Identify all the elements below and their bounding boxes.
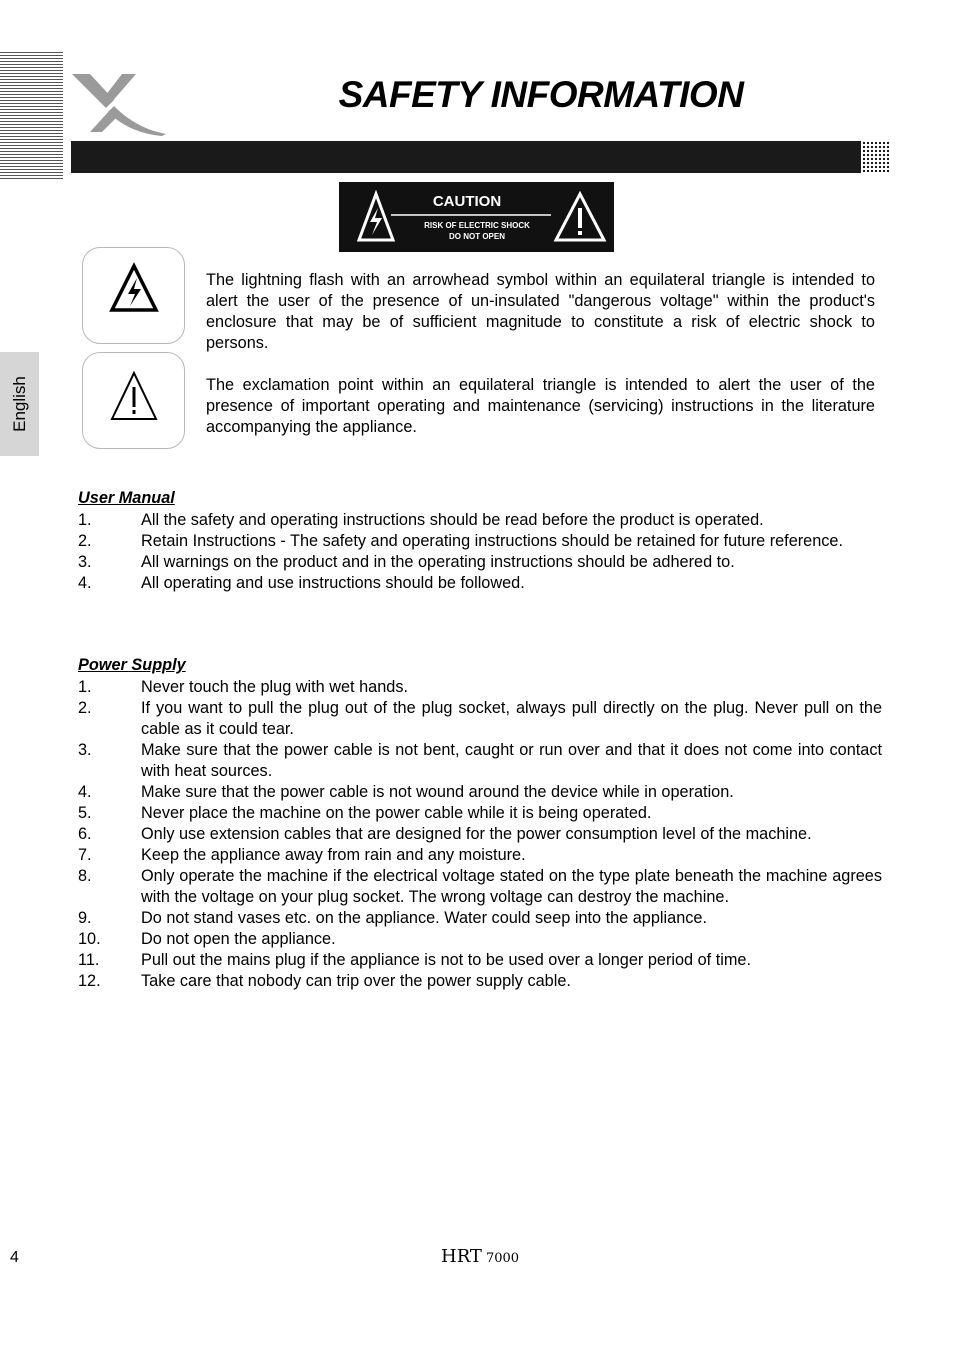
list-item: 7. Keep the appliance away from rain and any moisture. — [78, 846, 526, 864]
caution-title: CAUTION — [432, 193, 502, 210]
user-manual-list — [78, 510, 882, 594]
list-item: 1. Never touch the plug with wet hands. — [78, 678, 408, 696]
lightning-triangle-icon — [359, 194, 393, 240]
list-item: 5. Never place the machine on the power cable while it is being operated. — [78, 804, 652, 822]
list-item: 2. Retain Instructions - The safety and operating instructions should be retained for future reference. — [78, 532, 844, 550]
caution-line1: RISK OF ELECTRIC SHOCK — [424, 221, 530, 230]
caution-label — [339, 182, 614, 252]
list-item: 4. All operating and use instructions should be followed. — [78, 574, 525, 592]
caution-line2: DO NOT OPEN — [448, 232, 506, 241]
language-tab-label: English — [9, 376, 29, 432]
list-item: 8. Only operate the machine if the electrical voltage stated on the type plate beneath the machine agrees with the voltage on your plug socket. The wrong voltage can destroy the machine. — [78, 867, 882, 906]
list-item: 11. Pull out the mains plug if the appliance is not to be used over a longer period of time. — [78, 951, 752, 969]
header-bar — [71, 141, 861, 173]
model-name — [441, 1246, 519, 1267]
exclamation-triangle-icon — [556, 194, 604, 240]
list-item: 1. All the safety and operating instructions should be read before the product is operated. — [78, 511, 764, 529]
list-item: 9. Do not stand vases etc. on the appliance. Water could seep into the appliance. — [78, 909, 707, 927]
power-supply-heading: Power Supply — [78, 656, 186, 674]
page-number: 4 — [10, 1249, 19, 1266]
exclamation-symbol-text: The exclamation point within an equilateral triangle is intended to alert the user of the presence of important operating and maintenance (servicing) instructions in the literature accompanying the appliance. — [206, 376, 875, 436]
list-item: 3. Make sure that the power cable is not bent, caught or run over and that it does not come into contact with heat sources. — [78, 741, 882, 780]
lightning-symbol-box — [82, 247, 185, 344]
list-item: 2. If you want to pull the plug out of the plug socket, always pull directly on the plug. Never pull on the cable as it could tear. — [78, 699, 882, 738]
list-item: 4. Make sure that the power cable is not wound around the device while in operation. — [78, 783, 734, 801]
header-bar-dots — [850, 141, 890, 173]
language-tab — [0, 352, 39, 456]
list-item: 3. All warnings on the product and in the operating instructions should be adhered to. — [78, 553, 735, 571]
list-item: 6. Only use extension cables that are designed for the power consumption level of the machine. — [78, 825, 812, 843]
list-item: 12. Take care that nobody can trip over the power supply cable. — [78, 972, 571, 990]
header-stripes — [0, 52, 63, 180]
lightning-triangle-icon — [104, 258, 164, 318]
model-label: HRT — [441, 1246, 482, 1267]
model-number: 7000 — [485, 1251, 520, 1266]
exclamation-symbol-box — [82, 352, 185, 449]
lightning-symbol-text: The lightning flash with an arrowhead symbol within an equilateral triangle is intended to alert the user of the presence of un-insulated "dangerous voltage" within the product's enclosure that may be of sufficient magnitude to constitute a risk of electric shock to persons. — [206, 271, 875, 352]
power-supply-list — [78, 677, 882, 992]
page-title: SAFETY INFORMATION — [338, 74, 744, 115]
exclamation-triangle-icon — [104, 363, 164, 423]
user-manual-heading: User Manual — [78, 489, 175, 507]
list-item: 10. Do not open the appliance. — [78, 930, 336, 948]
